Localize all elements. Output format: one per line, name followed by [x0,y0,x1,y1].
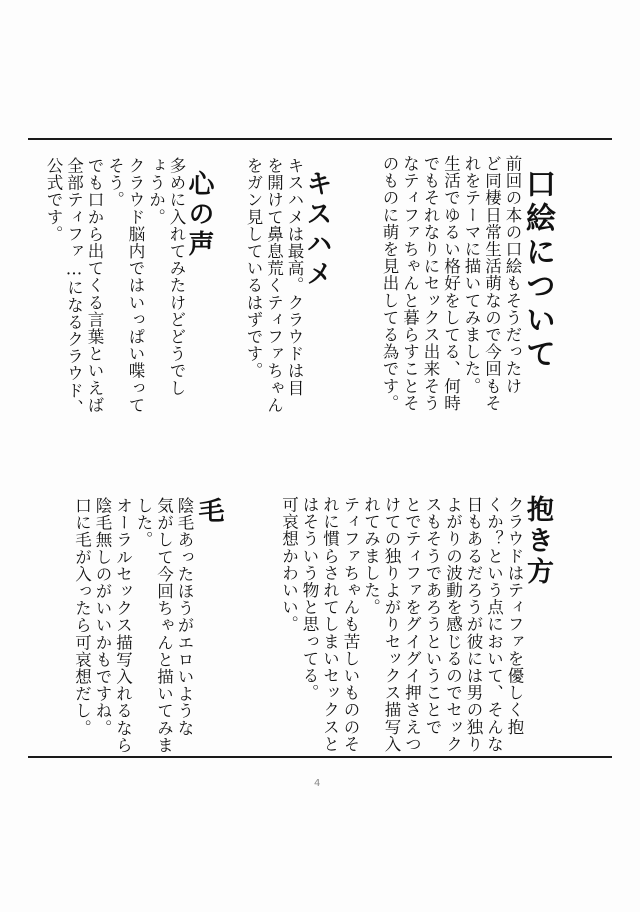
page-number: 4 [314,778,321,789]
top-divider-line [28,138,612,140]
section-body-ke: 陰毛あったほうがエロいような 気がして今回ちゃんと描いてみま した。 オーラルセックス描写入れるなら 陰毛無しのがいいかもですね。 口に毛が入ったら可哀想だし。 [72,497,194,754]
section-title-kisuhame: キスハメ [302,170,332,290]
section-body-dakikata: クラウドはティファを優しく抱 くか？という点において、そんな 日もあるだろうが彼には男の独り よがりの波動を感じるのでセック スもそうであろうということで とでティファをグイグイ押さえつ けての独りよがりセックス描写入 れてみました。 ティファちゃんも苦しいもののそ れに慣らされてしまいセックスと はそういう物と思ってる。 可哀想かわいい。 [279,496,524,753]
section-body-kokoro-no-koe: 多めに入れてみたけどどうでし ょうか。 クラウド脳内ではいっぱい喋って そう。 でも口から出てくる言葉といえば 全部ティファ…になるクラウド、 公式です。 [44,157,186,416]
section-title-dakikata: 抱き方 [522,495,553,588]
section-title-kokoro-no-koe: 心の声 [184,170,214,260]
section-title-ke: 毛 [194,497,224,527]
section-body-kisuhame: キスハメは最高。クラウドは目 を開けて鼻息荒くティファちゃん をガン見しているはずです。 [244,157,304,414]
section-title-kuchie: 口絵について [520,168,555,372]
bottom-divider-line [28,756,612,758]
section-body-kuchie: 前回の本の口絵もそうだったけ ど同棲日常生活萌なので今回もそ れをテーマに描いてみました。 生活でゆるい格好をしてる、何時 でもそれなりにセックス出来そう なティファちゃんと暮らすことそ のものに萌を見出してる為です。 [380,155,522,412]
